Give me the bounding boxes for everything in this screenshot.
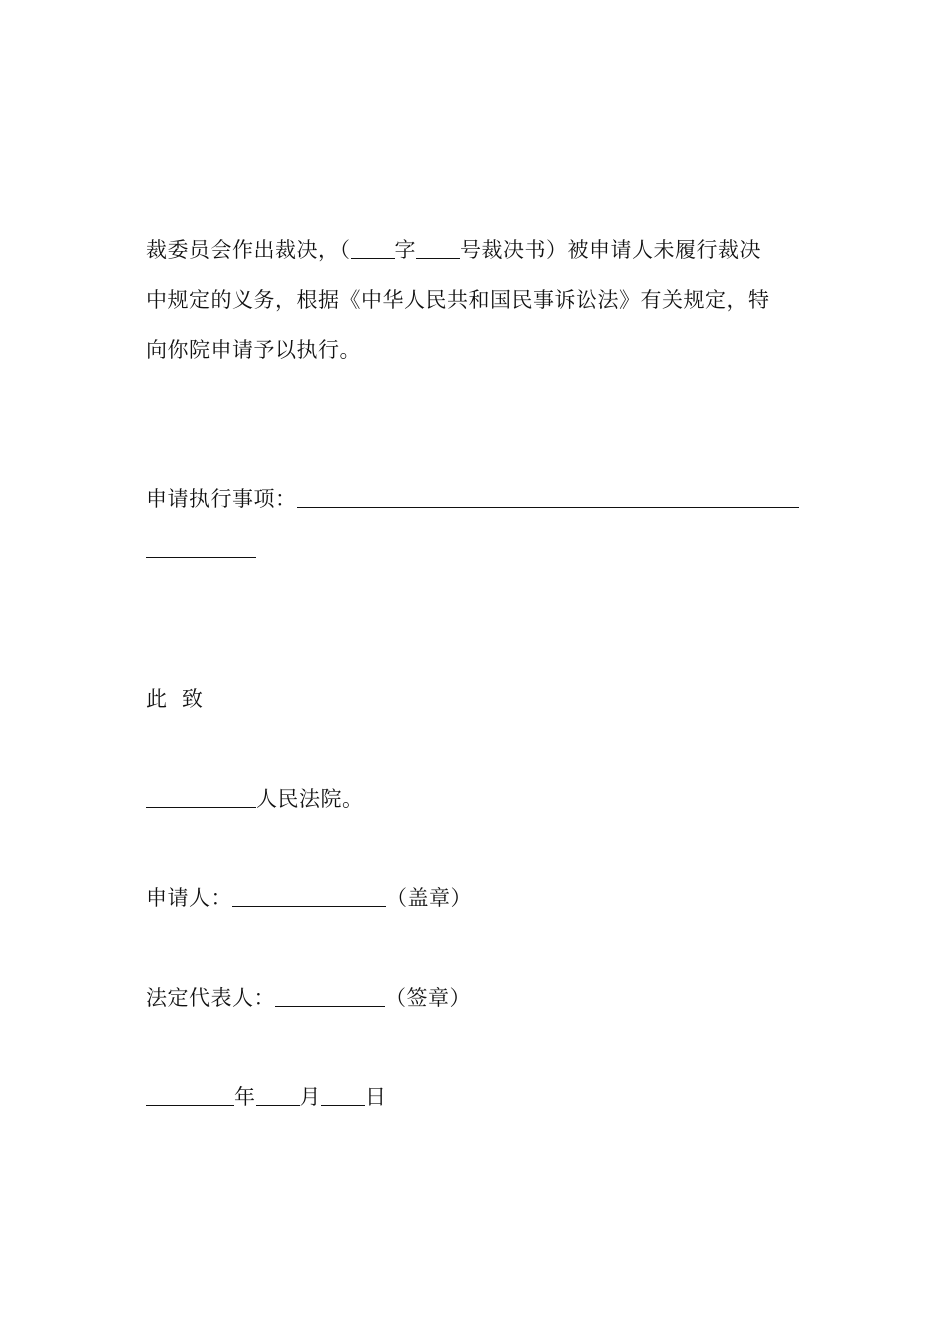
year-label: 年 (234, 1085, 256, 1109)
legal-representative-line (146, 984, 471, 1012)
applicant-line (146, 884, 472, 912)
day-label: 日 (365, 1085, 387, 1109)
execution-matters-label: 申请执行事项： (146, 487, 297, 511)
court-suffix: 人民法院。 (256, 787, 364, 811)
date-line (146, 1083, 387, 1111)
execution-matters-continuation (146, 535, 256, 563)
body-line-3: 向你院申请予以执行。 (146, 338, 361, 362)
court-name-field[interactable] (146, 787, 256, 808)
legal-representative-note: （签章） (385, 986, 471, 1010)
applicant-note: （盖章） (386, 886, 472, 910)
execution-matters-line (146, 485, 799, 513)
blank-word-field[interactable] (351, 238, 395, 259)
body-text: 号裁决书）被申请人未履行裁决 (460, 238, 761, 262)
salutation: 此 致 (146, 687, 204, 711)
applicant-field[interactable] (232, 886, 386, 907)
execution-matters-field-continued[interactable] (146, 537, 256, 558)
execution-matters-field[interactable] (297, 487, 799, 508)
legal-representative-field[interactable] (275, 986, 385, 1007)
body-line-2: 中规定的义务，根据《中华人民共和国民事诉讼法》有关规定，特 (146, 288, 770, 312)
body-text: 字 (394, 238, 416, 262)
applicant-label: 申请人： (146, 886, 232, 910)
month-label: 月 (299, 1085, 321, 1109)
court-line (146, 785, 364, 813)
body-line-1 (146, 236, 761, 264)
day-field[interactable] (321, 1085, 365, 1106)
year-field[interactable] (146, 1085, 234, 1106)
month-field[interactable] (256, 1085, 300, 1106)
legal-representative-label: 法定代表人： (146, 986, 275, 1010)
body-text: 裁委员会作出裁决，（ (146, 238, 351, 262)
blank-number-field[interactable] (416, 238, 460, 259)
